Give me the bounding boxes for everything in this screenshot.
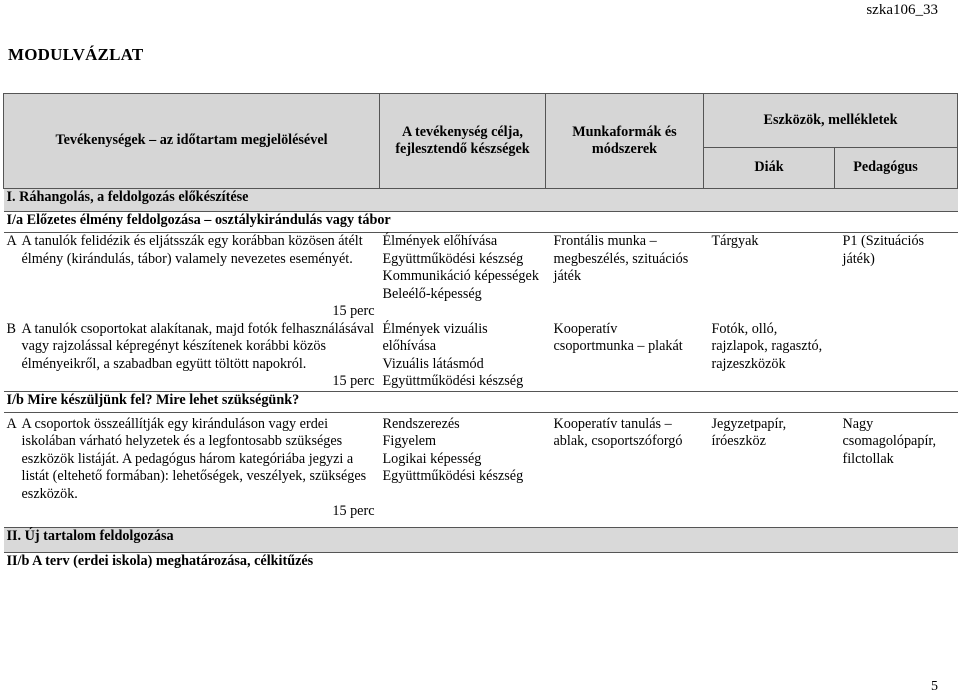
header-teacher: Pedagógus [835,147,958,188]
subsection-heading-2b: II/b A terv (erdei iskola) meghatározása, célkitűzés [4,552,958,575]
section-heading-1: I. Ráhangolás, a feldolgozás előkészítése [4,189,958,212]
goal-item: Rendszerezés [382,415,460,432]
teacher-tools-cell: P1 (Szituációs játék) [842,233,925,267]
activity-row [4,412,958,527]
teacher-tools-cell: Nagy csomagolópapír, filctollak [842,415,937,467]
page-number: 5 [931,679,938,694]
goal-item: Figyelem [382,433,437,449]
method-cell: Kooperatív tanulás – ablak, csoportszóforgó [553,415,683,449]
activity-text: A tanulók felidézik és eljátsszák egy korábban közösen átélt élmény (kirándulás, tábor) valamely nevezetes eseményét. [21,233,363,267]
row-letter: A [6,415,17,432]
subsection-heading-1a: I/a Előzetes élmény feldolgozása – osztálykirándulás vagy tábor [4,212,958,233]
activity-row [4,233,958,321]
document-title: MODULVÁZLAT [8,45,144,64]
header-goal: A tevékenység célja, fejlesztendő készségek [380,94,546,189]
goal-item: Beleélő-képesség [382,285,482,302]
header-student: Diák [704,147,835,188]
goal-item: Vizuális látásmód [382,355,484,372]
activity-cell [19,233,380,321]
goal-cell [380,412,546,527]
goal-item: Logikai képesség [382,450,482,467]
activity-cell [19,412,380,527]
teacher-tools-cell [835,321,958,392]
row-letter: A [6,233,17,249]
student-tools-cell: Fotók, olló, rajzlapok, ragasztó, rajzeszközök [711,320,823,372]
activity-time: 15 perc [332,503,375,519]
goal-item: Együttműködési készség [382,373,524,389]
module-outline-table [3,93,958,575]
page-code: szka106_33 [866,2,938,18]
goal-item: Kommunikáció képességek [382,268,539,284]
goal-item: Élmények előhívása [382,233,498,249]
student-tools-cell: Tárgyak [711,233,759,249]
header-methods: Munkaformák és módszerek [546,94,704,189]
activity-time: 15 perc [332,373,375,389]
activity-text: A csoportok összeállítják egy kiránduláson vagy erdei iskolában várható helyzetek és a legfontosabb szükséges eszközök listáját. A pedagógus három kategóriába jegyzi a listát (eltehető formában): lehetőségek, veszélyek, szükséges eszközök. [21,415,367,502]
row-letter: B [6,320,16,337]
method-cell: Frontális munka – megbeszélés, szituációs játék [553,233,689,284]
activity-row [4,321,958,392]
activity-time: 15 perc [332,303,375,319]
goal-item: Együttműködési készség [382,468,524,484]
method-cell: Kooperatív csoportmunka – plakát [553,320,683,354]
goal-cell [380,321,546,392]
header-activities: Tevékenységek – az időtartam megjelölésével [4,94,380,189]
goal-item: Együttműködési készség [382,250,524,267]
goal-cell [380,233,546,321]
goal-item: Élmények vizuális előhívása [382,320,488,354]
section-heading-2: II. Új tartalom feldolgozása [4,527,958,552]
subsection-heading-1b: I/b Mire készüljünk fel? Mire lehet szükségünk? [4,391,958,412]
student-tools-cell: Jegyzetpapír, íróeszköz [711,415,787,449]
header-tools: Eszközök, mellékletek [704,94,958,148]
activity-text: A tanulók csoportokat alakítanak, majd fotók felhasználásával vagy rajzolással képregényt készítenek korábbi közös élményeikről, a szabadban együtt töltött napokról. [21,320,375,372]
activity-cell [19,321,380,392]
